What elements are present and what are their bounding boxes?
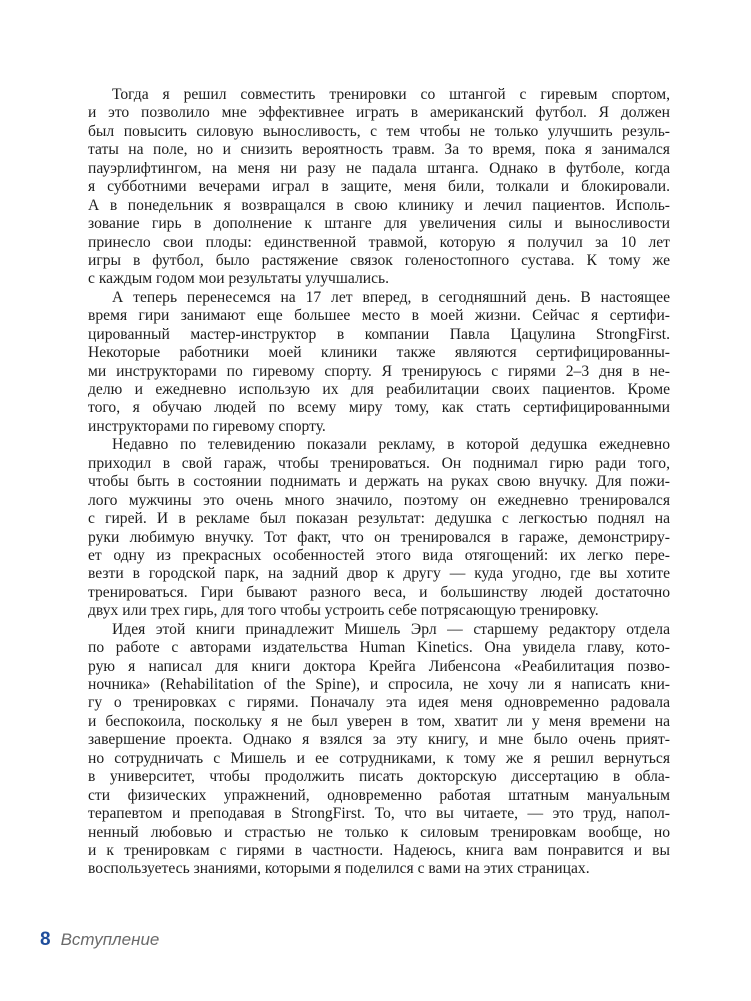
section-title: Вступление [60,930,160,949]
text-line: везти в городской парк, на задний двор к другу — куда угодно, где вы хотите [88,565,670,583]
text-line: я субботними вечерами играл в защите, меня били, толкали и блокировали. [88,178,670,196]
text-line: приходил в свой гараж, чтобы тренироваться. Он поднимал гирю ради того, [88,454,670,472]
text-line: и к тренировкам с гирями в частности. Надеюсь, книга вам понравится и вы [88,841,670,859]
text-line: делю и ежедневно использую их для реабилитации своих пациентов. Кроме [88,381,670,398]
text-line: Некоторые работники моей клиники также являются сертифицированны- [88,344,670,362]
page-number: 8 [40,929,51,950]
text-line: зование гирь в дополнение к штанге для увеличения силы и выносливости [88,215,670,233]
text-line: таты на поле, но и снизить вероятность травм. За то время, пока я занимался [88,141,670,159]
text-line: с каждым годом мои результаты улучшались. [88,270,390,288]
text-line: принесло свои плоды: единственной травмой, которую я получил за 10 лет [88,233,670,251]
text-line: рую я написал для книги доктора Крейга Либенсона «Реабилитация позво- [88,657,670,675]
text-line: инструкторами по гиревому спорту. [88,417,326,435]
text-line: и беспокоила, поскольку я не был уверен в том, хватит ли у меня времени на [88,712,670,730]
text-line: игры в футбол, было растяжение связок голеностопного сустава. К тому же [88,251,670,269]
text-line: того, я обучаю людей по всему миру тому, как стать сертифицированными [88,399,670,417]
text-line: и это позволило мне эффективнее играть в американский футбол. Я должен [88,104,670,122]
text-line: был повысить силовую выносливость, с тем чтобы не только улучшить резуль- [88,122,670,140]
text-line: ненный любовью и страстью не только к силовым тренировкам вообще, но [88,823,670,841]
paragraph [88,86,670,289]
text-line: с гирей. И в рекламе был показан результат: дедушка с легкостью поднял на [88,510,670,528]
text-line: Тогда я решил совместить тренировки со штангой с гиревым спортом, [112,86,670,103]
text-line: терапевтом и преподавая в StrongFirst. То, что вы читаете, — это труд, напол- [88,805,670,823]
body-text [88,86,670,879]
text-line: в университет, чтобы продолжить писать докторскую диссертацию в обла- [88,768,670,786]
text-line: лого мужчины это очень много значило, поэтому он ежедневно тренировался [88,491,670,509]
paragraph [88,436,670,620]
text-line: А теперь перенесемся на 17 лет вперед, в сегодняшний день. В настоящее [112,288,670,306]
paragraph [88,289,670,437]
page-footer [40,929,159,951]
text-line: тренироваться. Гири бывают разного веса, и большинству людей достаточно [88,583,670,601]
text-line: Недавно по телевидению показали рекламу, в которой дедушка ежедневно [112,436,670,454]
text-line: по работе с авторами издательства Human Kinetics. Она увидела главу, кото- [88,639,670,657]
text-line: руки любимую внучку. Тот факт, что он тренировался в гараже, демонстриру- [88,528,670,546]
text-line: гу о тренировках с гирями. Поначалу эта идея меня одновременно радовала [88,694,670,712]
text-line: завершение проекта. Однако я взялся за эту книгу, и мне было очень прият- [88,731,670,749]
text-line: ми инструкторами по гиревому спорту. Я тренируюсь с гирями 2–3 дня в не- [88,362,670,380]
text-line: цированный мастер-инструктор в компании Павла Цацулина StrongFirst. [88,325,670,343]
text-line: но сотрудничать с Мишель и ее сотрудниками, к тому же я решил вернуться [88,749,670,767]
text-line: ночника» (Rehabilitation of the Spine), и спросила, не хочу ли я написать кни- [88,676,670,693]
text-line: сти физических упражнений, одновременно работая штатным мануальным [88,786,670,804]
text-line: время гири занимают еще большее место в моей жизни. Сейчас я сертифи- [88,307,670,325]
text-line: Идея этой книги принадлежит Мишель Эрл — старшему редактору отдела [112,620,670,638]
text-line: двух или трех гирь, для того чтобы устроить себе потрясающую тренировку. [88,602,599,620]
text-line: А в понедельник я возвращался в свою клинику и лечил пациентов. Исполь- [88,196,670,214]
text-line: чтобы быть в состоянии поднимать и держать на руках свою внучку. Для пожи- [88,473,670,491]
text-line: воспользуетесь знаниями, которыми я поделился с вами на этих страницах. [88,860,590,878]
text-line: ет одну из прекрасных особенностей этого вида отягощений: их легко пере- [88,546,670,564]
paragraph [88,621,670,879]
text-line: пауэрлифтингом, на меня ни разу не падала штанга. Однако в футболе, когда [88,159,670,177]
